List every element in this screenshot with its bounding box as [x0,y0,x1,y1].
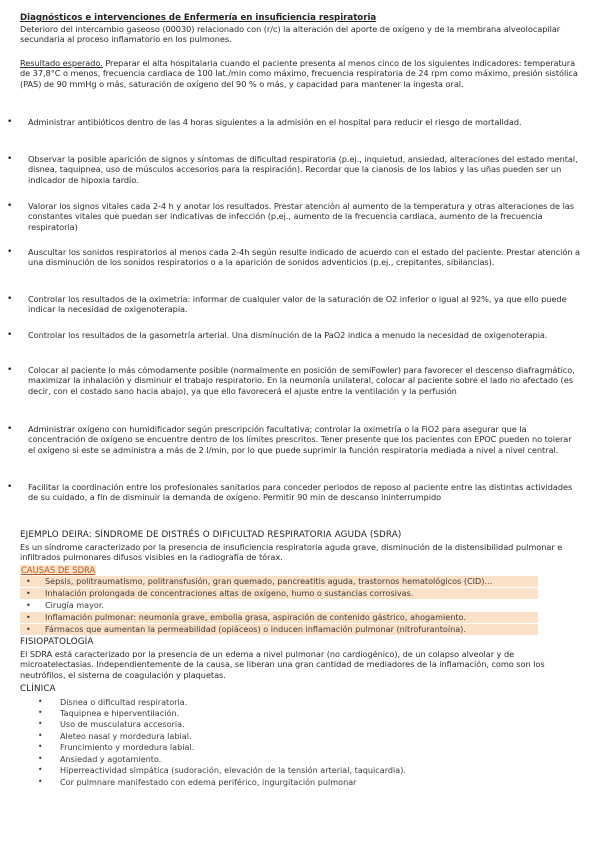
intervention-text: Administrar oxígeno con humidificador según prescripción facultativa; controlar la oximetría o la FiO2 para asegurar que la concentración de oxígeno se encuentre dentro de los límites prescritos. Tener presente que los pacientes con EPOC pueden no tolerar el oxígeno si este se administra a más de 2 l/min, por lo que puede suprimir la función respiratoria mediada a nivel a nivel central. [28,424,572,455]
cause-text: Cirugía mayor. [45,600,105,610]
bullet-icon: • [38,719,43,728]
bullet-icon: • [26,589,31,598]
intervention-text: Controlar los resultados de la oximetría: informar de cualquier valor de la saturación de O2 inferior o igual al 92%, ya que ello puede indicar la necesidad de oxigenoterapia. [28,294,567,315]
bullet-icon: • [7,294,13,304]
cause-text: Inhalación prolongada de concentraciones altas de oxígeno, humo o sustancias corrosivas. [45,588,414,598]
cause-text: Inflamación pulmonar: neumonía grave, embolia grasa, aspiración de contenido gástrico, ahogamiento. [45,612,466,622]
fisiopatologia-text: El SDRA está caracterizado por la presencia de un edema a nivel pulmonar (no cardiogénico), de un colapso alveolar y de microatelectasias. Independientemente de la causa, se liberan una gran cantidad de mediadores de la inflamación, como son los neutrófilos, el sistema de coagulación y plaquetas. [20,649,545,680]
bullet-icon: • [38,697,43,706]
bullet-icon: • [7,482,13,492]
bullet-icon: • [26,625,31,634]
intro-paragraph: Deterioro del intercambio gaseoso (00030) relacionado con (r/c) la alteración del aporte de oxígeno y de la membrana alveolocapilar secundaria al proceso inflamatorio en los pulmones. [20,24,561,45]
intervention-text: Observar la posible aparición de signos y síntomas de dificultad respiratoria (p.ej., inquietud, ansiedad, alteraciones del estado mental, disnea, taquipnea, uso de músculos accesorios para la respiración). Recordar que la cianosis de los labios y las uñas pueden ser un indicador de hipoxia tardío. [28,154,578,185]
bullet-icon: • [38,731,43,740]
cause-text: Sepsis, politraumatismo, politransfusión, gran quemado, pancreatitis aguda, trastornos hematológicos (CID)... [45,576,493,586]
intervention-text: Facilitar la coordinación entre los profesionales sanitarios para conceder periodos de reposo al paciente entre las distintas actividades de su cuidado, a fin de disminuir la demanda de oxígeno. Permitir 90 min de descanso ininterrumpido [28,482,573,503]
bullet-icon: • [26,613,31,622]
bullet-icon: • [38,765,43,774]
clinica-text: Disnea o dificultad respiratoria. [60,697,188,707]
sdra-definition: Es un síndrome caracterizado por la presencia de insuficiencia respiratoria aguda grave, disminución de la distensibilidad pulmonar e infiltrados pulmonares difusos visibles en la radiografía de tórax. [20,542,563,563]
bullet-icon: • [7,154,13,164]
bullet-icon: • [7,330,13,340]
clinica-text: Fruncimiento y mordedura labial. [60,742,195,752]
bullet-icon: • [7,424,13,434]
cause-text: Fármacos que aumentan la permeabilidad (opiáceos) o inducen inflamación pulmonar (nitrofurantoína). [45,624,466,634]
clinica-text: Cor pulmnare manifestado con edema periférico, ingurgitación pulmonar [60,777,357,787]
causes-label: CAUSAS DE SDRA [21,565,96,575]
bullet-icon: • [7,365,13,375]
intervention-text: Auscultar los sonidos respiratorios al menos cada 2-4h según resulte indicado de acuerdo con el estado del paciente. Prestar atención a una disminución de los sonidos respiratorios o a la aparición de sonidos adventicios (p.ej., crepitantes, sibilancias). [28,247,581,268]
intervention-text: Colocar al paciente lo más cómodamente posible (normalmente en posición de semiFowler) para favorecer el descenso diafragmático, maximizar la inhalación y disminuir el trabajo respiratorio. En la neumonía unilateral, colocar al paciente sobre el lado no afectado (es decir, con el costado sano hacia abajo), ya que ello favorecerá el ajuste entre la ventilación y la perfusión [28,365,575,396]
sdra-heading: EJEMPLO DEIRA: SÍNDROME DE DISTRÉS O DIFICULTAD RESPIRATORIA AGUDA (SDRA) [20,530,402,540]
bullet-icon: • [38,708,43,717]
clinica-text: Uso de musculatura accesoria. [60,719,185,729]
bullet-icon: • [26,577,31,586]
intervention-text: Controlar los resultados de la gasometría arterial. Una disminución de la PaO2 indica a menudo la necesidad de oxigenoterapia. [28,330,548,340]
intervention-text: Valorar los signos vitales cada 2-4 h y anotar los resultados. Prestar atención al aumento de la temperatura y otras alteraciones de las constantes vitales que puedan ser indicativas de infección (p.ej., aumento de la frecuencia cardiaca, aumento de la frecuencia respiratoria) [28,201,574,232]
bullet-icon: • [38,742,43,751]
clinica-heading: CLÍNICA [20,684,56,694]
expected-result-text: Preparar el alta hospitalaria cuando el paciente presenta al menos cinco de los siguientes indicadores: temperatura de 37,8°C o menos, frecuencia cardiaca de 100 lat./min como máximo, frecuencia respiratoria de 24 rpm como máximo, presión sistólica (PAS) de 90 mmHg o más, saturación de oxígeno del 90 % o más, y capacidad para mantener la ingesta oral. [20,58,578,89]
page-title: Diagnósticos e intervenciones de Enfermería en insuficiencia respiratoria [20,13,377,23]
expected-result-paragraph [20,58,582,89]
bullet-icon: • [7,247,13,257]
clinica-text: Hiperreactividad simpática (sudoración, elevación de la tensión arterial, taquicardia). [60,765,406,775]
clinica-text: Ansiedad y agotamiento. [60,754,162,764]
intervention-text: Administrar antibióticos dentro de las 4 horas siguientes a la admisión en el hospital para reducir el riesgo de mortalidad. [28,117,522,127]
bullet-icon: • [7,117,13,127]
bullet-icon: • [38,777,43,786]
clinica-text: Aleteo nasal y mordedura labial. [60,731,192,741]
clinica-text: Taquipnea e hiperventilación. [60,708,180,718]
bullet-icon: • [38,754,43,763]
fisiopatologia-heading: FISIOPATOLOGÍA [20,637,94,647]
bullet-icon: • [7,201,13,211]
expected-result-label: Resultado esperado. [20,58,103,68]
bullet-icon: • [26,601,31,610]
